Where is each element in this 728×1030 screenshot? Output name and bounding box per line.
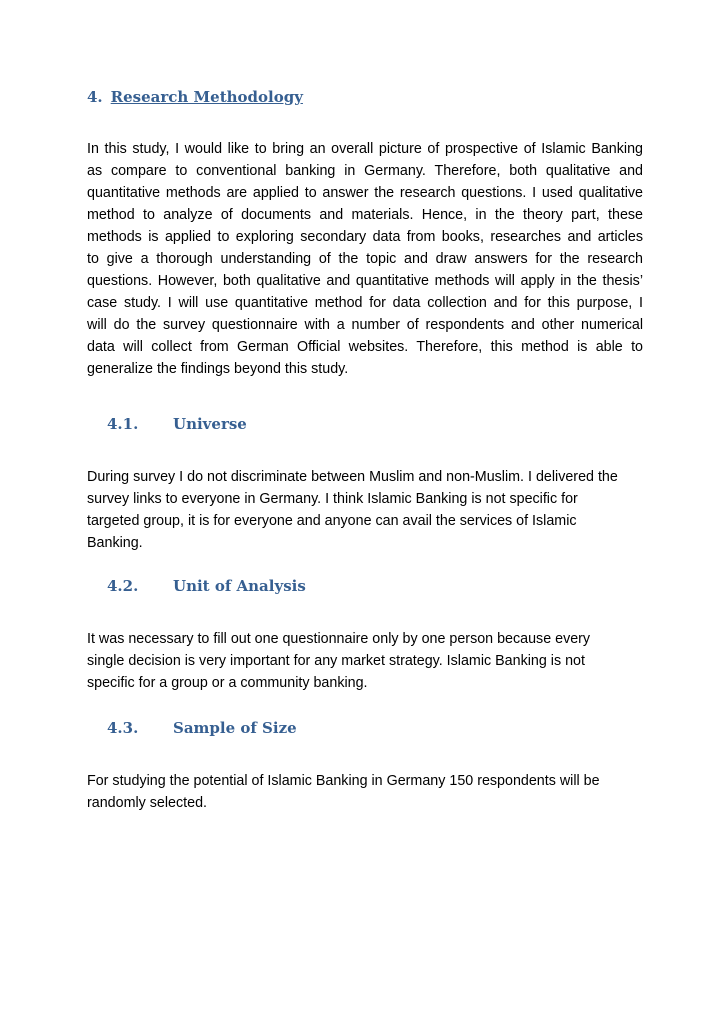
paragraph-line: randomly selected.	[87, 795, 207, 811]
subsection-heading-sample-of-size	[107, 719, 297, 737]
paragraph-line: to give a thorough understanding of the topic and draw answers for the research	[87, 251, 643, 267]
paragraph-line: case study. I will use quantitative method for data collection and for this purpose, I	[87, 295, 643, 311]
unit-of-analysis-paragraph	[87, 628, 590, 694]
subsection-number: 4.1.	[107, 415, 139, 433]
section-heading	[87, 88, 303, 106]
paragraph-line: survey links to everyone in Germany. I think Islamic Banking is not specific for	[87, 491, 578, 507]
subsection-title: Sample of Size	[173, 719, 297, 737]
subsection-title: Unit of Analysis	[173, 577, 306, 595]
subsection-number: 4.2.	[107, 577, 139, 595]
section-number: 4.	[87, 88, 103, 106]
paragraph-line: method to analyze of documents and materials. Hence, in the theory part, these	[87, 207, 643, 223]
paragraph-line: specific for a group or a community banking.	[87, 675, 368, 691]
paragraph-line: quantitative methods are applied to answer the research questions. I used qualitative	[87, 185, 643, 201]
sample-of-size-paragraph	[87, 770, 600, 814]
paragraph-line: targeted group, it is for everyone and anyone can avail the services of Islamic	[87, 513, 577, 529]
paragraph-line: generalize the findings beyond this study.	[87, 361, 349, 377]
paragraph-line: as compare to conventional banking in Germany. Therefore, both qualitative and	[87, 163, 643, 179]
paragraph-line: single decision is very important for any market strategy. Islamic Banking is not	[87, 653, 585, 669]
section-title: Research Methodology	[110, 88, 303, 106]
subsection-number: 4.3.	[107, 719, 139, 737]
paragraph-line: In this study, I would like to bring an overall picture of prospective of Islamic Banking	[87, 141, 643, 157]
paragraph-line: Banking.	[87, 535, 143, 551]
paragraph-line: For studying the potential of Islamic Banking in Germany 150 respondents will be	[87, 773, 600, 789]
subsection-title: Universe	[173, 415, 247, 433]
paragraph-line: It was necessary to fill out one questionnaire only by one person because every	[87, 631, 591, 647]
paragraph-line: will do the survey questionnaire with a number of respondents and other numerical	[87, 317, 643, 333]
paragraph-line: During survey I do not discriminate between Muslim and non-Muslim. I delivered the	[87, 469, 618, 485]
subsection-heading-universe	[107, 415, 247, 433]
subsection-heading-unit-of-analysis	[107, 577, 306, 595]
intro-paragraph	[87, 138, 643, 380]
paragraph-line: methods is applied to exploring secondary data from books, researches and articles	[87, 229, 643, 245]
paragraph-line: questions. However, both qualitative and quantitative methods will apply in the thesis’	[87, 273, 643, 289]
universe-paragraph	[87, 466, 618, 554]
paragraph-line: data will collect from German Official websites. Therefore, this method is able to	[87, 339, 643, 355]
